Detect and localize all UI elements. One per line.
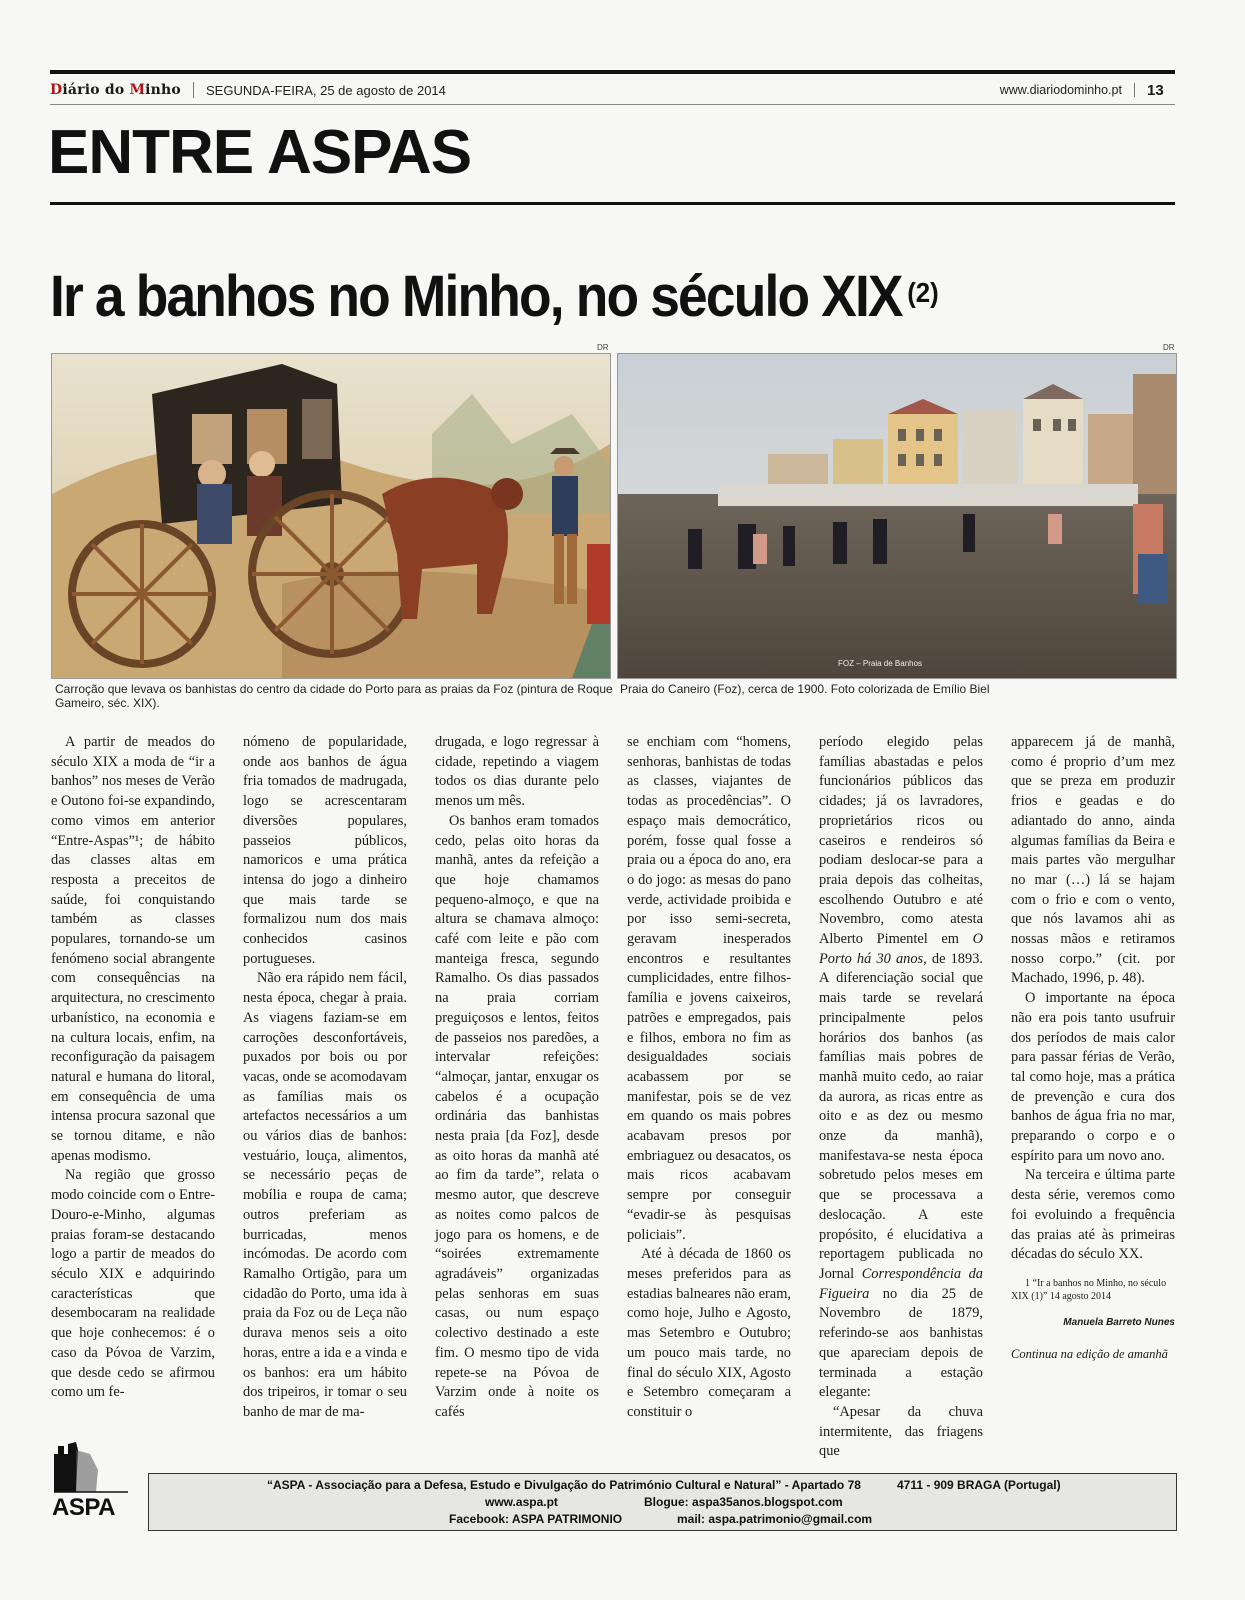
masthead [50,78,1175,102]
paragraph: O importante na época não era pois tanto usufruir dos períodos de mais calor para passar férias de Verão, tal como hoje, mas a prática de prevenção e cura dos banhos de água fria no mar, preparando o corpo e o espírito para um novo ano. [1011,990,1175,1164]
paragraph: se enchiam com “homens, senhoras, banhistas de todas as classes, viajantes de todas as procedências”. O espaço mais democrático, porém, fosse qual fosse a praia ou a época do ano, era o do jogo: as mesas do pano verde, actividade proibida e por isso semi-secreta, geravam inesperados encontros e resultantes cumplicidades, entre filhos-família e jovens caixeiros, patrões e empregados, pais e filhos, embora no fim as desigualdades sociais acabassem por se manifestar, pois se de vez em quando os mais pobres acabavam presos por embriaguez ou desacatos, os mais ricos acabavam sempre por conseguir “evadir-se às pesquisas policiais”. [627,734,791,1243]
footnote: 1 “Ir a banhos no Minho, no século XIX (1)” 14 agosto 2014 [1011,1277,1167,1302]
continued-note: Continua na edição de amanhã [1011,1346,1168,1361]
footer-address: 4711 - 909 BRAGA (Portugal) [897,1478,1061,1492]
paragraph: drugada, e logo regressar à cidade, repetindo a viagem todos os dias durante pelo menos um mês. [435,734,599,810]
footer-blog-link[interactable]: Blogue: aspa35anos.blogspot.com [644,1495,843,1509]
paragraph: Não era rápido nem fácil, nesta época, chegar à praia. As viagens faziam-se em carroções desconfortáveis, puxados por bois ou por vacas, onde se acomodavam as famílias mais os artefactos necessários a um ou vários dias de banhos: vestuário, louça, alimentos, se necessário peças de mobília e roupa de cama; outros preferiam as burricadas, menos incómodas. De acordo com Ramalho Ortigão, para um cidadão do Porto, uma ida à praia da Foz ou de Leça não durava menos seis a oito horas, entre a ida e a vinda e os banhos: era um hábito dos tripeiros, ir tomar o seu banho de mar de ma- [243,970,407,1420]
painting-illustration [52,354,610,678]
photo-credit-2: DR [1163,343,1175,352]
aspa-logo-text: ASPA [52,1494,115,1521]
paragraph: período elegido pelas famílias abastadas e pelos funcionários públicos das cidades; já os lavradores, proprietários ricos ou caseiros e rendeiros só podiam deslocar-se para a praia depois das colheitas, escolhendo Outubro e até Novembro, como atesta Alberto Pimentel em O Porto há 30 anos, de 1893. A diferenciação social que mais tarde se revelará principalmente pelos horários dos banhos (as famílias mais pobres de manhã muito cedo, ao raiar da aurora, as ricas entre as oito e as dez ou mesmo onze da manhã), manifestava-se nesta época sobretudo pelos meses em que se processava a deslocação. A este propósito, é elucidativa a reportagem publicada no Jornal Correspondência da Figueira no dia 25 de Novembro de 1879, referindo-se aos banhistas que apareciam depois de terminada a estação elegante: [819,734,983,1401]
photo-inset-label: FOZ – Praia de Banhos [838,659,923,668]
header-rule [50,104,1175,105]
caption-1: Carroção que levava os banhistas do centro da cidade do Porto para as praias da Foz (pintura de Roque Gameiro, séc. XIX). [55,682,613,710]
headline-part-number: (2) [907,277,939,308]
paragraph: Os banhos eram tomados cedo, pelas oito horas da manhã, antes da refeição a que hoje chamamos pequeno-almoço, e que na altura se chamava almoço: café com leite e pão com manteiga fresca, segundo Ramalho. Os dias passados na praia corriam preguiçosos e lentos, feitos de passeios nos paredões, a intervalar refeições: “almoçar, jantar, enxugar os cabelos é a ocupação ordinária das banhistas nesta praia [da Foz], desde as oito horas da manhã até ao fim da tarde”, relata o mesmo autor, que descreve as noites como palcos de jogo para os homens, e de “soirées extremamente agradáveis” organizadas pelas senhoras em suas casas, ou num espaço colectivo destinado a este fim. O mesmo tipo de vida repete-se na Póvoa de Varzim onde à noite os cafés [435,812,599,1420]
painting-carrocao-image [51,353,611,679]
paragraph: Na terceira e última parte desta série, veremos como foi evoluindo a frequência das praias até às primeiras décadas do século XX. [1011,1167,1175,1263]
paper-name: Diário do Minho [50,82,194,98]
article-column-1 [51,733,215,1403]
praia-caneiro-photo [617,353,1177,679]
paragraph: A partir de meados do século XIX a moda de “ir a banhos” nos meses de Verão e Outono foi-se expandindo, como vimos em anterior “Entre-Aspas”¹; de hábito das classes altas em resposta a preceitos de saúde, foi conquistando também as classes populares, tornando-se um fenómeno social abrangente com consequências na arquitectura, no crescimento urbanístico, na economia e na cultura locais, enfim, na reconfiguração da paisagem natural e humana do litoral, em consequência de uma intensa procura sazonal que se tornou ditame, e não apenas modismo. [51,734,215,1164]
paragraph: Na região que grosso modo coincide com o Entre-Douro-e-Minho, algumas praias foram-se destacando logo a partir de meados do século XIX e adquirindo características que desembocaram na realidade que hoje conhecemos: é o caso da Póvoa de Varzim, que desde cedo se afirmou como um fe- [51,1167,215,1401]
article-column-3 [435,733,599,1423]
article-column-2 [243,733,407,1423]
footer-association: “ASPA - Associação para a Defesa, Estudo e Divulgação do Património Cultural e Natural” - Apartado 78 [267,1478,861,1492]
page-number: 13 [1147,81,1164,99]
paragraph: apparecem já de manhã, como é proprio d’um mez que se preza em produzir frios e geadas e do adiantado do anno, ainda algumas famílias da Beira e mais partes vão mergulhar no mar (…) lá se hajam com o frio e com o vento, que nós lavamos ahi as nossas mãos e retiramos nosso corpo.” (cit. por Machado, 1996, p. 48). [1011,734,1175,987]
section-rule [50,202,1175,205]
footer-facebook-link[interactable]: Facebook: ASPA PATRIMONIO [449,1512,623,1526]
dateline: SEGUNDA-FEIRA, 25 de agosto de 2014 [205,82,446,98]
article-headline: Ir a banhos no Minho, no século XIX $^{(2)}$ [50,264,939,329]
aspa-logo [50,1440,130,1520]
article-column-5 [819,733,983,1462]
footer-email-link[interactable]: mail: aspa.patrimonio@gmail.com [677,1512,873,1526]
section-title: ENTRE ASPAS [48,118,472,187]
tower-icon [50,1440,130,1496]
footer-website-link[interactable]: www.aspa.pt [485,1495,558,1509]
author-name: Manuela Barreto Nunes [1063,1316,1175,1328]
photo-credit-1: DR [597,343,609,352]
paragraph: Até à década de 1860 os meses preferidos para as estadias balneares não eram, como hoje, Julho e Agosto, mas Setembro e Outubro; um pouco mais tarde, no final do século XIX, Agosto e Setembro começaram a constituir o [627,1246,791,1420]
quote-paragraph: “Apesar da chuva intermitente, das friagens que [819,1403,983,1460]
paragraph: nómeno de popularidade, onde aos banhos de água fria tomados de madrugada, logo se acrescentaram diversões populares, passeios públicos, namoricos e uma prática intensa do jogo a dinheiro que mais tarde se formalizou num dos mais conhecidos casinos portugueses. [243,734,407,967]
caption-2: Praia do Caneiro (Foz), cerca de 1900. Foto colorizada de Emílio Biel [620,682,990,696]
website-link[interactable]: www.diariodominho.pt [1000,83,1135,97]
beach-photo-illustration [618,354,1176,678]
article-column-4 [627,733,791,1423]
top-rule [50,70,1175,74]
article-column-6 [1011,733,1175,1362]
footer-contact-box [148,1473,1177,1531]
